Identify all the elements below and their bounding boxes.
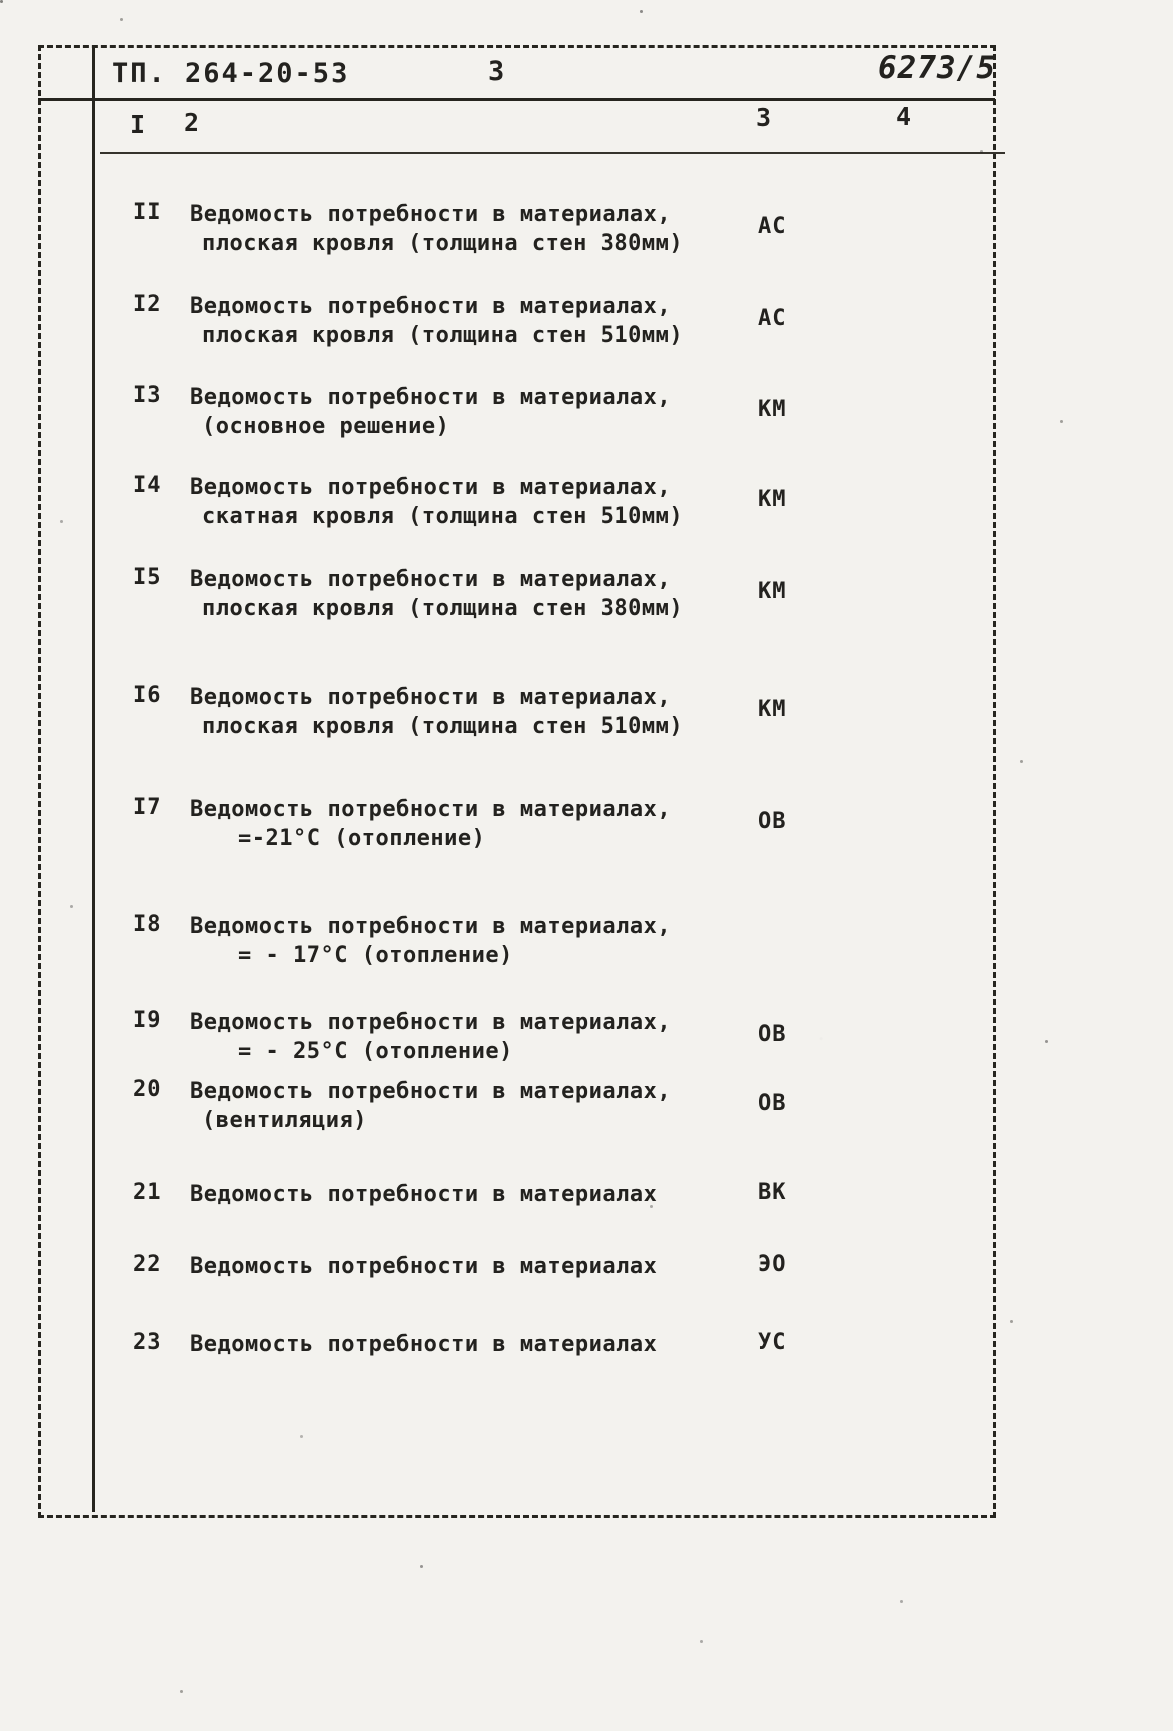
row-description xyxy=(190,292,735,350)
row-number: 21 xyxy=(133,1180,162,1205)
row-desc-line2: = - 25°С (отопление) xyxy=(238,1039,513,1064)
column-header-2: 2 xyxy=(184,108,200,137)
row-desc-line1: Ведомость потребности в материалах, xyxy=(190,1079,672,1104)
row-number: 20 xyxy=(133,1077,162,1102)
column-header-3: 3 xyxy=(756,103,772,132)
row-desc-line1: Ведомость потребности в материалах xyxy=(190,1332,658,1357)
row-number: II xyxy=(133,200,162,225)
row-desc-line2: скатная кровля (толщина стен 510мм) xyxy=(202,504,684,529)
row-description xyxy=(190,1077,735,1135)
row-code: КМ xyxy=(758,397,787,422)
row-desc-line1: Ведомость потребности в материалах, xyxy=(190,567,672,592)
row-desc-line2: =-21°С (отопление) xyxy=(238,826,486,851)
row-desc-line1: Ведомость потребности в материалах, xyxy=(190,797,672,822)
paper-specks xyxy=(0,0,3,3)
row-desc-line2: плоская кровля (толщина стен 380мм) xyxy=(202,231,684,256)
row-number: I4 xyxy=(133,473,162,498)
row-description xyxy=(190,200,735,258)
row-desc-line1: Ведомость потребности в материалах, xyxy=(190,385,672,410)
row-number: 23 xyxy=(133,1330,162,1355)
row-description xyxy=(190,912,735,970)
row-code: ОВ xyxy=(758,809,787,834)
row-code: ВК xyxy=(758,1180,787,1205)
row-desc-line1: Ведомость потребности в материалах, xyxy=(190,1010,672,1035)
sheet-number: 6273/5 xyxy=(878,50,996,86)
row-desc-line1: Ведомость потребности в материалах xyxy=(190,1254,658,1279)
row-description xyxy=(190,683,735,741)
row-code: АС xyxy=(758,306,787,331)
row-code: ОВ xyxy=(758,1022,787,1047)
row-code: ОВ xyxy=(758,1091,787,1116)
column-header-rule xyxy=(100,152,1005,154)
row-number: I2 xyxy=(133,292,162,317)
row-number: I5 xyxy=(133,565,162,590)
row-number: 22 xyxy=(133,1252,162,1277)
row-code: УС xyxy=(758,1330,787,1355)
row-code: КМ xyxy=(758,697,787,722)
row-desc-line2: (основное решение) xyxy=(202,414,450,439)
row-number: I6 xyxy=(133,683,162,708)
row-description xyxy=(190,1252,735,1281)
row-desc-line2: плоская кровля (толщина стен 510мм) xyxy=(202,323,684,348)
column-header-4: 4 xyxy=(896,102,912,131)
row-desc-line1: Ведомость потребности в материалах, xyxy=(190,202,672,227)
column-header-1: I xyxy=(130,110,146,139)
row-desc-line1: Ведомость потребности в материалах, xyxy=(190,475,672,500)
left-margin-line xyxy=(92,45,95,1512)
row-description xyxy=(190,473,735,531)
row-desc-line2: плоская кровля (толщина стен 380мм) xyxy=(202,596,684,621)
row-desc-line1: Ведомость потребности в материалах, xyxy=(190,914,672,939)
row-description xyxy=(190,565,735,623)
row-desc-line2: плоская кровля (толщина стен 510мм) xyxy=(202,714,684,739)
row-code: АС xyxy=(758,214,787,239)
page-border-dashed xyxy=(38,45,996,1518)
row-description xyxy=(190,1008,735,1066)
header-rule xyxy=(38,98,995,101)
row-description xyxy=(190,383,735,441)
row-number: I7 xyxy=(133,795,162,820)
row-code: ЭО xyxy=(758,1252,787,1277)
row-desc-line1: Ведомость потребности в материалах, xyxy=(190,685,672,710)
row-desc-line1: Ведомость потребности в материалах xyxy=(190,1182,658,1207)
row-code: КМ xyxy=(758,579,787,604)
row-desc-line1: Ведомость потребности в материалах, xyxy=(190,294,672,319)
row-number: I9 xyxy=(133,1008,162,1033)
row-desc-line2: (вентиляция) xyxy=(202,1108,367,1133)
row-number: I8 xyxy=(133,912,162,937)
row-desc-line2: = - 17°С (отопление) xyxy=(238,943,513,968)
row-description xyxy=(190,795,735,853)
document-code: ТП. 264-20-53 xyxy=(112,58,350,89)
row-code: КМ xyxy=(758,487,787,512)
row-number: I3 xyxy=(133,383,162,408)
page-number: 3 xyxy=(488,56,505,87)
row-description xyxy=(190,1180,735,1209)
row-description xyxy=(190,1330,735,1359)
